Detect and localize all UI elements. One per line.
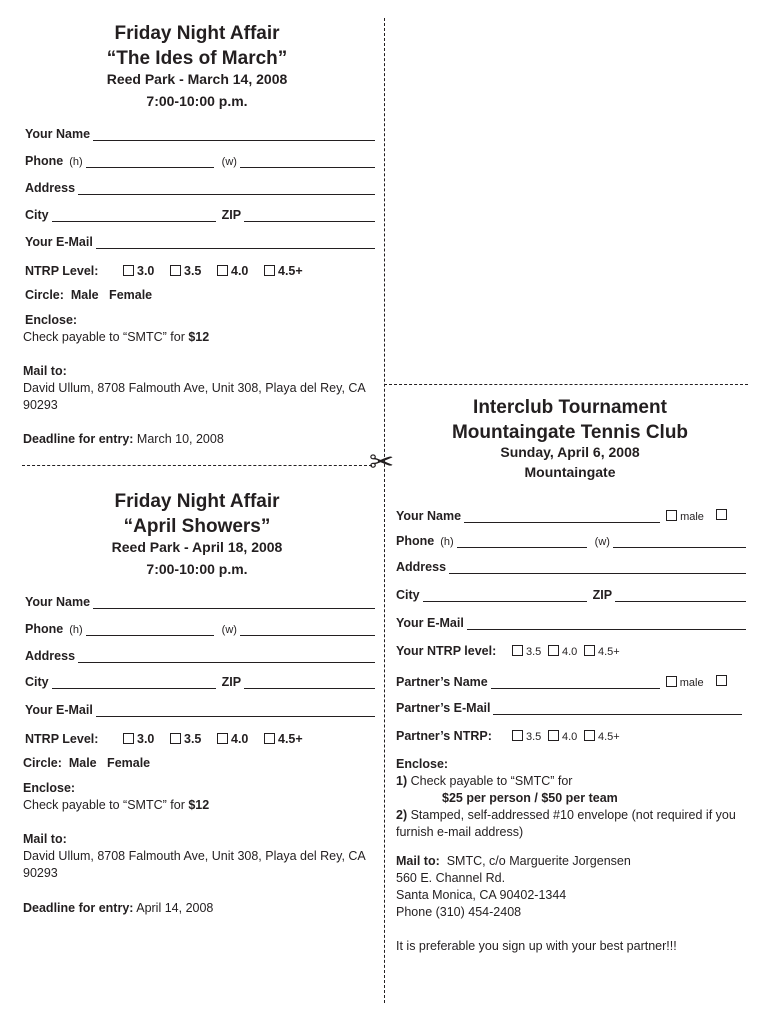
- name-field[interactable]: [93, 595, 375, 609]
- address-row: [25, 177, 375, 195]
- deadline-date: April 14, 2008: [136, 901, 214, 915]
- city-label: City: [396, 588, 420, 602]
- ntrp-option[interactable]: [170, 264, 217, 278]
- email-row: [25, 699, 375, 717]
- form-subtitle: “April Showers”: [123, 516, 271, 537]
- event-date: Sunday, April 6, 2008: [500, 444, 640, 460]
- ntrp-option[interactable]: [584, 645, 624, 658]
- name-label: Your Name: [25, 595, 91, 609]
- phone-label: Phone: [396, 534, 435, 548]
- zip-label: ZIP: [221, 208, 242, 222]
- zip-field[interactable]: [244, 675, 375, 689]
- venue-date: Reed Park - April 18, 2008: [111, 539, 283, 555]
- ntrp-value: 4.0: [231, 264, 249, 278]
- city-row: [396, 584, 746, 602]
- scissors-icon: ✂: [369, 446, 395, 479]
- partner-ntrp-label: Partner’s NTRP:: [396, 729, 492, 743]
- ntrp-option[interactable]: [512, 645, 548, 658]
- ntrp-value: 3.5: [184, 732, 202, 746]
- phone-label: Phone: [25, 622, 64, 636]
- email-field[interactable]: [96, 703, 375, 717]
- email-label: Your E-Mail: [25, 235, 93, 249]
- ntrp-value: 3.0: [137, 732, 155, 746]
- ntrp-option[interactable]: [217, 264, 264, 278]
- home-label: (h): [440, 536, 454, 548]
- enclose-item-2: [396, 807, 736, 841]
- home-label: (h): [69, 156, 83, 168]
- email-label: Your E-Mail: [396, 616, 464, 630]
- check-payable: [23, 329, 209, 346]
- ntrp-option[interactable]: [264, 732, 314, 746]
- ntrp-value: 3.5: [184, 264, 202, 278]
- entry-price: $25 per person / $50 per team: [442, 791, 618, 805]
- home-label: (h): [69, 624, 83, 636]
- phone-row: [25, 150, 375, 168]
- phone-row: [396, 530, 746, 548]
- enclose-label: Enclose:: [23, 781, 76, 795]
- email-row: [25, 231, 375, 249]
- work-label: (w): [594, 536, 610, 548]
- fee-amount: $12: [188, 798, 210, 812]
- ntrp-value: 4.0: [562, 646, 578, 658]
- email-field[interactable]: [96, 235, 375, 249]
- home-phone-field[interactable]: [457, 534, 587, 548]
- mail-city: Santa Monica, CA 90402-1344: [396, 888, 567, 902]
- event-time: 7:00-10:00 p.m.: [146, 93, 248, 109]
- city-field[interactable]: [52, 675, 216, 689]
- name-label: Your Name: [25, 127, 91, 141]
- form-title: Friday Night Affair: [114, 23, 280, 44]
- email-label: Your E-Mail: [25, 703, 93, 717]
- form-subtitle: “The Ides of March”: [106, 48, 288, 69]
- check-text: Check payable to “SMTC” for: [23, 798, 189, 812]
- male-label: male: [679, 677, 704, 689]
- item-text: Stamped, self-addressed #10 envelope (not required if you furnish e-mail address): [396, 808, 736, 839]
- mail-address: David Ullum, 8708 Falmouth Ave, Unit 308, Playa del Rey, CA 90293: [23, 849, 366, 880]
- name-row: [25, 591, 375, 609]
- enclose-label: Enclose:: [25, 313, 78, 327]
- ntrp-value: 3.5: [526, 646, 542, 658]
- fee-amount: $12: [188, 330, 210, 344]
- address-label: Address: [25, 649, 76, 663]
- form-title: Interclub Tournament: [473, 397, 667, 418]
- partner-female-checkbox[interactable]: [716, 675, 727, 686]
- work-phone-field[interactable]: [613, 534, 746, 548]
- city-row: [25, 204, 375, 222]
- ntrp-value: 4.5+: [598, 731, 620, 743]
- checkbox-icon: [170, 733, 181, 744]
- ntrp-option[interactable]: [264, 264, 314, 278]
- checkbox-icon: [123, 733, 134, 744]
- zip-field[interactable]: [615, 588, 746, 602]
- mail-name: SMTC, c/o Marguerite Jorgensen: [446, 854, 631, 868]
- circle-gender: Circle: Male Female: [25, 288, 153, 302]
- partner-male-option[interactable]: [666, 676, 704, 689]
- partner-note: It is preferable you sign up with your best partner!!!: [396, 939, 677, 953]
- city-field[interactable]: [52, 208, 216, 222]
- enclose-label: Enclose:: [396, 757, 449, 771]
- checkbox-icon: [512, 645, 523, 656]
- email-field[interactable]: [467, 616, 746, 630]
- ntrp-option[interactable]: [170, 732, 217, 746]
- checkbox-icon: [264, 265, 275, 276]
- vertical-cut-line: [384, 18, 385, 1003]
- ntrp-label: Your NTRP level:: [396, 644, 497, 658]
- mail-to-label: Mail to:: [23, 364, 67, 378]
- checkbox-icon: [548, 730, 559, 741]
- work-label: (w): [221, 156, 237, 168]
- city-label: City: [25, 208, 49, 222]
- left-cut-line: [22, 465, 372, 466]
- partner-email-label: Partner’s E-Mail: [396, 701, 491, 715]
- work-phone-field[interactable]: [240, 622, 375, 636]
- name-row: [25, 123, 375, 141]
- phone-label: Phone: [25, 154, 64, 168]
- name-row: [396, 505, 746, 523]
- ntrp-option[interactable]: [548, 730, 584, 743]
- partner-name-label: Partner’s Name: [396, 675, 488, 689]
- deadline-label: Deadline for entry:: [23, 432, 134, 446]
- work-phone-field[interactable]: [240, 154, 375, 168]
- zip-field[interactable]: [244, 208, 375, 222]
- zip-label: ZIP: [221, 675, 242, 689]
- ntrp-value: 3.5: [526, 731, 542, 743]
- partner-email-row: [396, 697, 742, 715]
- checkbox-icon: [584, 730, 595, 741]
- circle-gender: Circle: Male Female: [23, 756, 151, 770]
- address-label: Address: [25, 181, 76, 195]
- item-number: 1): [396, 774, 408, 788]
- item-text: Check payable to “SMTC” for: [407, 774, 573, 788]
- deadline-date: March 10, 2008: [136, 432, 224, 446]
- address-row: [396, 556, 746, 574]
- event-place: Mountaingate: [524, 464, 616, 480]
- ntrp-label: NTRP Level:: [25, 732, 99, 746]
- checkbox-icon: [512, 730, 523, 741]
- phone-row: [25, 618, 375, 636]
- female-checkbox[interactable]: [716, 509, 727, 520]
- male-option[interactable]: [666, 510, 704, 523]
- venue-date: Reed Park - March 14, 2008: [106, 71, 288, 87]
- name-field[interactable]: [93, 127, 375, 141]
- ntrp-label: NTRP Level:: [25, 264, 99, 278]
- checkbox-icon: [264, 733, 275, 744]
- partner-email-field[interactable]: [493, 701, 742, 715]
- checkbox-icon: [123, 265, 134, 276]
- ntrp-row: [396, 640, 746, 658]
- address-field[interactable]: [78, 649, 375, 663]
- ntrp-value: 4.0: [562, 731, 578, 743]
- male-label: male: [680, 511, 704, 523]
- checkbox-icon: [170, 265, 181, 276]
- ntrp-row: [25, 260, 375, 278]
- deadline: [23, 900, 213, 917]
- ntrp-value: 4.5+: [278, 264, 303, 278]
- partner-ntrp-row: [396, 725, 746, 743]
- name-field[interactable]: [464, 509, 660, 523]
- work-label: (w): [221, 624, 237, 636]
- enclose-item-1: [396, 773, 572, 790]
- ntrp-row: [25, 728, 375, 746]
- deadline-label: Deadline for entry:: [23, 901, 134, 915]
- address-field[interactable]: [78, 181, 375, 195]
- checkbox-icon: [666, 676, 677, 687]
- home-phone-field[interactable]: [86, 154, 214, 168]
- form-subtitle: Mountaingate Tennis Club: [451, 422, 689, 443]
- checkbox-icon: [217, 265, 228, 276]
- email-row: [396, 612, 746, 630]
- mail-address: David Ullum, 8708 Falmouth Ave, Unit 308, Playa del Rey, CA 90293: [23, 381, 366, 412]
- ntrp-value: 4.0: [231, 732, 249, 746]
- mail-to-label: Mail to:: [23, 832, 67, 846]
- check-payable: [23, 797, 209, 814]
- ntrp-option[interactable]: [548, 645, 584, 658]
- checkbox-icon: [666, 510, 677, 521]
- mail-to-label: Mail to:: [396, 854, 440, 868]
- home-phone-field[interactable]: [86, 622, 214, 636]
- zip-label: ZIP: [592, 588, 613, 602]
- ntrp-value: 4.5+: [278, 732, 303, 746]
- item-number: 2): [396, 808, 408, 822]
- checkbox-icon: [584, 645, 595, 656]
- checkbox-icon: [217, 733, 228, 744]
- ntrp-value: 4.5+: [598, 646, 620, 658]
- address-label: Address: [396, 560, 447, 574]
- ntrp-option[interactable]: [217, 732, 264, 746]
- right-cut-line: [384, 384, 748, 385]
- address-field[interactable]: [449, 560, 746, 574]
- ntrp-option[interactable]: [584, 730, 624, 743]
- deadline: [23, 431, 224, 448]
- ntrp-option[interactable]: [512, 730, 548, 743]
- partner-name-field[interactable]: [491, 675, 660, 689]
- mail-to: [396, 853, 631, 870]
- address-row: [25, 645, 375, 663]
- city-row: [25, 671, 375, 689]
- city-field[interactable]: [423, 588, 587, 602]
- event-time: 7:00-10:00 p.m.: [146, 561, 248, 577]
- mail-street: 560 E. Channel Rd.: [396, 871, 506, 885]
- name-label: Your Name: [396, 509, 462, 523]
- ntrp-option[interactable]: [123, 732, 170, 746]
- partner-name-row: [396, 671, 746, 689]
- check-text: Check payable to “SMTC” for: [23, 330, 189, 344]
- ntrp-value: 3.0: [137, 264, 155, 278]
- city-label: City: [25, 675, 49, 689]
- ntrp-option[interactable]: [123, 264, 170, 278]
- form-title: Friday Night Affair: [114, 491, 280, 512]
- mail-phone: Phone (310) 454-2408: [396, 905, 522, 919]
- checkbox-icon: [548, 645, 559, 656]
